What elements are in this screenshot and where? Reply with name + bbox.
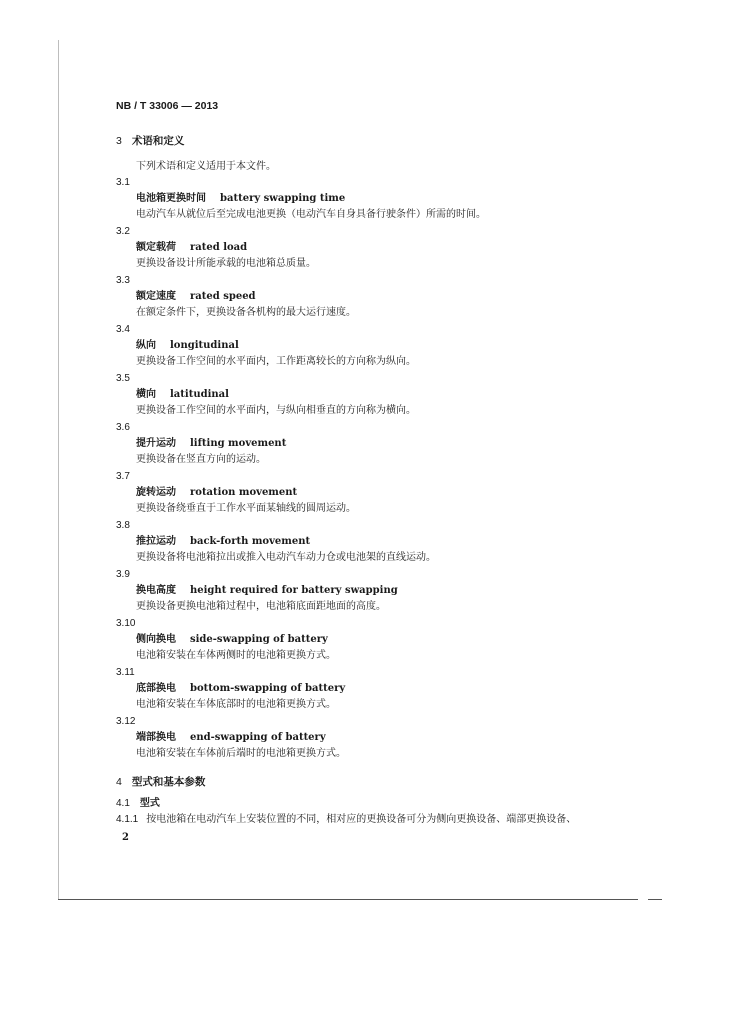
term-number: 3.7 — [116, 471, 130, 482]
term-entry — [116, 714, 676, 762]
term-name — [116, 240, 676, 256]
term-name-zh: 旋转运动 — [136, 487, 176, 498]
term-name-en: height required for battery swapping — [190, 585, 398, 596]
term-name-zh: 侧向换电 — [136, 634, 176, 645]
term-number: 3.1 — [116, 177, 130, 188]
term-definition: 更换设备绕垂直于工作水平面某轴线的圆周运动。 — [136, 503, 356, 514]
term-name-en: side-swapping of battery — [190, 634, 328, 645]
term-name — [116, 436, 676, 452]
section-number: 3 — [116, 135, 122, 147]
term-number: 3.8 — [116, 520, 130, 531]
term-name-en: latitudinal — [170, 389, 229, 400]
section-number: 4 — [116, 776, 122, 788]
term-number: 3.10 — [116, 618, 136, 629]
term-name — [116, 485, 676, 501]
term-name — [116, 681, 676, 697]
term-entry — [116, 420, 676, 468]
term-number: 3.6 — [116, 422, 130, 433]
term-number: 3.2 — [116, 226, 130, 237]
term-entry — [116, 224, 676, 272]
term-name — [116, 191, 676, 207]
term-name — [116, 289, 676, 305]
term-definition: 电池箱安装在车体底部时的电池箱更换方式。 — [136, 699, 336, 710]
term-definition: 更换设备将电池箱拉出或推入电动汽车动力仓或电池架的直线运动。 — [136, 552, 436, 563]
paragraph-text: 按电池箱在电动汽车上安装位置的不同，相对应的更换设备可分为侧向更换设备、端部更换设备、 — [146, 814, 577, 825]
term-definition: 更换设备更换电池箱过程中，电池箱底面距地面的高度。 — [136, 601, 386, 612]
term-entry — [116, 175, 676, 223]
section-4-title — [116, 774, 676, 790]
term-name-en: bottom-swapping of battery — [190, 683, 346, 694]
subsection-4-1-title — [116, 796, 676, 812]
left-margin-line — [58, 40, 59, 900]
bottom-line-fragment — [648, 899, 662, 900]
term-definition: 电池箱安装在车体两侧时的电池箱更换方式。 — [136, 650, 336, 661]
page-content — [116, 133, 676, 828]
term-name — [116, 534, 676, 550]
term-name — [116, 387, 676, 403]
subsection-title-text: 型式 — [139, 798, 160, 809]
term-definition: 更换设备工作空间的水平面内，与纵向相垂直的方向称为横向。 — [136, 405, 416, 416]
term-entry — [116, 665, 676, 713]
term-definition: 更换设备在竖直方向的运动。 — [136, 454, 266, 465]
term-name-zh: 横向 — [136, 389, 156, 400]
term-name-zh: 提升运动 — [136, 438, 176, 449]
standard-header: NB / T 33006 — 2013 — [116, 100, 219, 112]
term-name — [116, 583, 676, 599]
term-list — [116, 175, 676, 762]
term-definition: 电池箱安装在车体前后端时的电池箱更换方式。 — [136, 748, 346, 759]
term-definition: 更换设备设计所能承载的电池箱总质量。 — [136, 258, 316, 269]
term-number: 3.3 — [116, 275, 130, 286]
section-3-intro: 下列术语和定义适用于本文件。 — [136, 161, 276, 172]
term-name-en: rated load — [190, 242, 248, 253]
term-name-zh: 纵向 — [136, 340, 156, 351]
term-entry — [116, 518, 676, 566]
term-name-en: rated speed — [190, 291, 256, 302]
term-number: 3.5 — [116, 373, 130, 384]
term-name-en: lifting movement — [190, 438, 287, 449]
term-name-en: end-swapping of battery — [190, 732, 326, 743]
term-name-zh: 端部换电 — [136, 732, 176, 743]
term-number: 3.11 — [116, 667, 135, 678]
term-name-en: longitudinal — [170, 340, 239, 351]
term-entry — [116, 371, 676, 419]
section-title-text: 术语和定义 — [131, 135, 185, 147]
subsection-number: 4.1 — [116, 798, 130, 809]
term-number: 3.9 — [116, 569, 130, 580]
term-name — [116, 730, 676, 746]
term-entry — [116, 567, 676, 615]
term-name — [116, 632, 676, 648]
paragraph-4-1-1 — [116, 812, 676, 828]
term-name-zh: 底部换电 — [136, 683, 176, 694]
bottom-line — [58, 899, 638, 900]
term-entry — [116, 616, 676, 664]
term-name-zh: 换电高度 — [136, 585, 176, 596]
section-title-text: 型式和基本参数 — [131, 776, 206, 788]
term-name-zh: 额定速度 — [136, 291, 176, 302]
term-definition: 更换设备工作空间的水平面内，工作距离较长的方向称为纵向。 — [136, 356, 416, 367]
term-number: 3.4 — [116, 324, 130, 335]
term-name-en: back-forth movement — [190, 536, 311, 547]
section-4 — [116, 774, 676, 828]
term-name-en: battery swapping time — [220, 193, 346, 204]
term-entry — [116, 273, 676, 321]
term-name-en: rotation movement — [190, 487, 298, 498]
term-entry — [116, 322, 676, 370]
term-number: 3.12 — [116, 716, 136, 727]
page-number: 2 — [122, 832, 129, 843]
term-definition: 在额定条件下，更换设备各机构的最大运行速度。 — [136, 307, 356, 318]
paragraph-number: 4.1.1 — [116, 814, 139, 825]
term-name-zh: 额定载荷 — [136, 242, 176, 253]
section-3-title — [116, 133, 676, 149]
term-name-zh: 电池箱更换时间 — [136, 193, 206, 204]
term-definition: 电动汽车从就位后至完成电池更换（电动汽车自身具备行驶条件）所需的时间。 — [136, 209, 486, 220]
term-entry — [116, 469, 676, 517]
term-name-zh: 推拉运动 — [136, 536, 176, 547]
term-name — [116, 338, 676, 354]
